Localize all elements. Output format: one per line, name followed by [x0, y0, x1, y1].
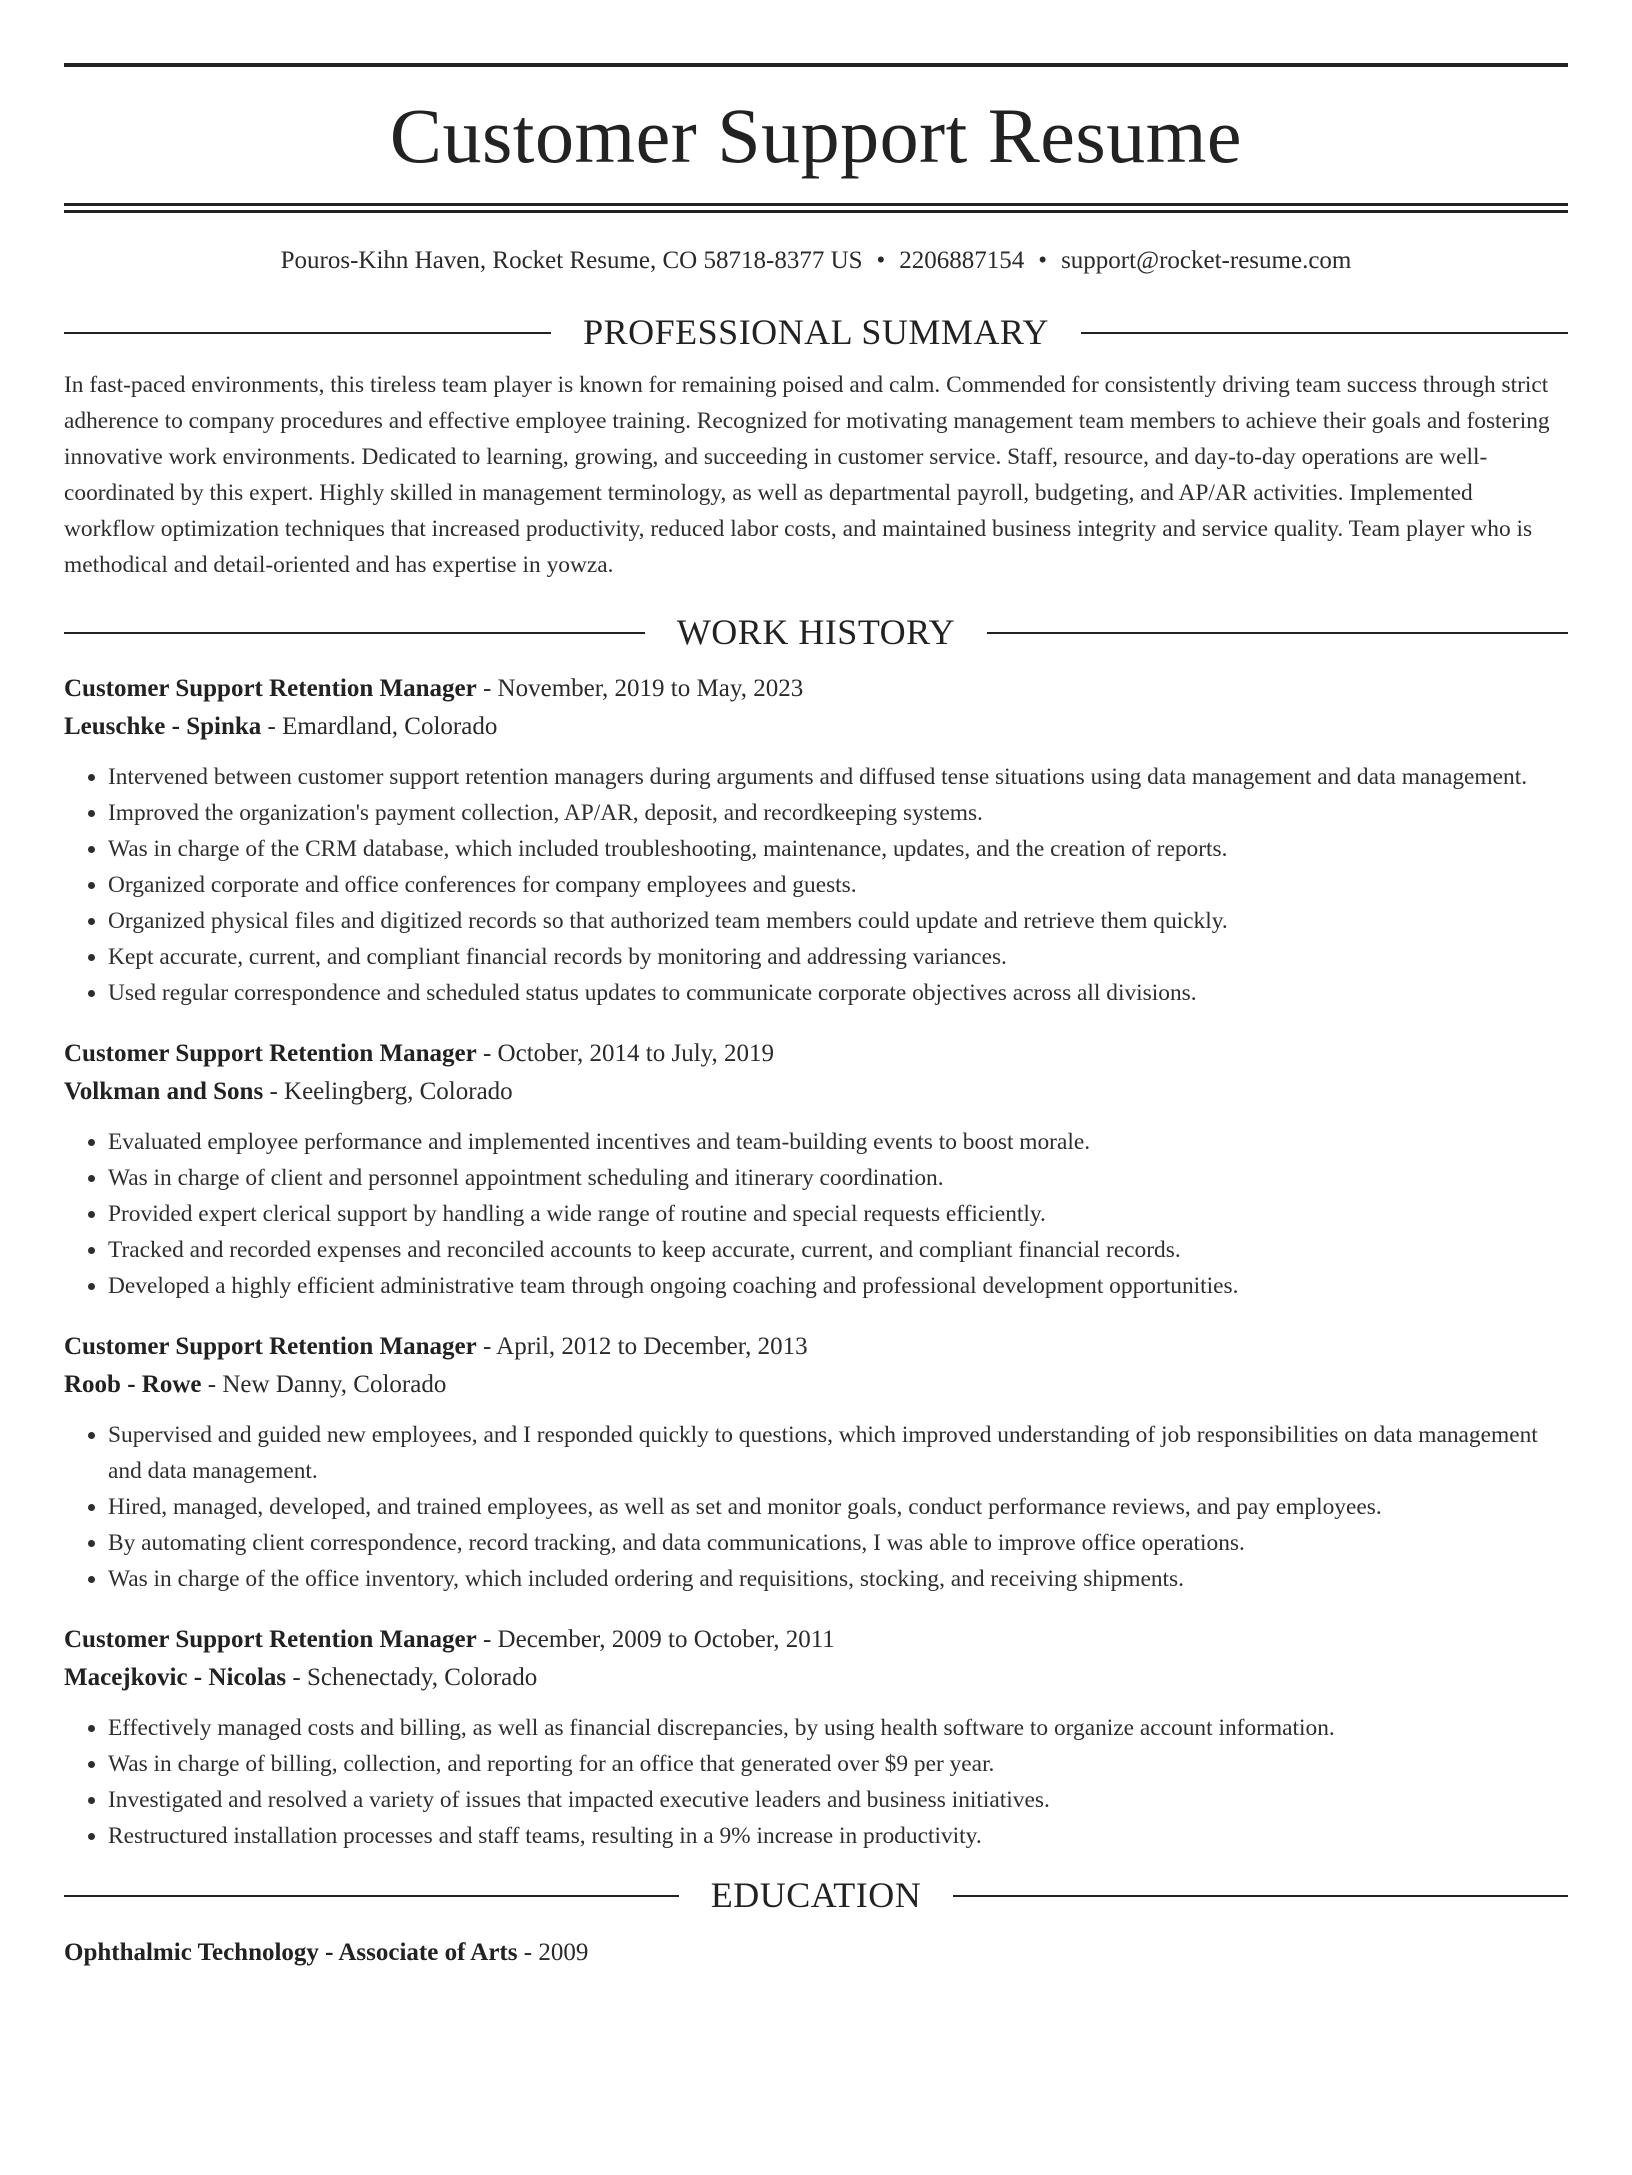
job-location: - Schenectady, Colorado — [286, 1664, 538, 1692]
job-entry — [64, 1035, 1568, 1304]
job-bullets — [64, 1124, 1568, 1304]
job-location: - Emardland, Colorado — [261, 713, 498, 741]
job-title-line — [64, 1328, 1568, 1366]
list-item: • Investigated and resolved a variety of issues that impacted executive leaders and business initiatives. — [108, 1782, 1568, 1818]
job-location: - New Danny, Colorado — [201, 1371, 447, 1399]
contact-line — [64, 245, 1568, 278]
heading-rule-right — [1081, 332, 1568, 334]
job-bullets — [64, 1710, 1568, 1854]
list-item: • Provided expert clerical support by handling a wide range of routine and special requests efficiently. — [108, 1196, 1568, 1232]
heading-rule-left — [64, 1895, 679, 1897]
job-title: Customer Support Retention Manager — [64, 1040, 477, 1068]
list-item: • Was in charge of client and personnel appointment scheduling and itinerary coordination. — [108, 1160, 1568, 1196]
job-title-line — [64, 1035, 1568, 1073]
contact-email: support@rocket-resume.com — [1061, 246, 1352, 274]
job-dates: - October, 2014 to July, 2019 — [476, 1040, 775, 1068]
list-item: • Developed a highly efficient administrative team through ongoing coaching and professional development opportunities. — [108, 1268, 1568, 1304]
section-heading-education — [64, 1874, 1568, 1917]
job-entry — [64, 670, 1568, 1011]
list-item: • Tracked and recorded expenses and reconciled accounts to keep accurate, current, and compliant financial records. — [108, 1232, 1568, 1268]
job-bullets — [64, 1417, 1568, 1597]
job-title: Customer Support Retention Manager — [64, 1333, 477, 1361]
job-company-line — [64, 708, 1568, 746]
section-title: PROFESSIONAL SUMMARY — [583, 312, 1049, 353]
resume-page — [0, 63, 1632, 2175]
list-item: • Evaluated employee performance and implemented incentives and team-building events to boost morale. — [108, 1124, 1568, 1160]
job-company-line — [64, 1073, 1568, 1111]
top-rule — [64, 63, 1568, 67]
list-item: • Organized physical files and digitized records so that authorized team members could update and retrieve them quickly. — [108, 903, 1568, 939]
job-dates: - December, 2009 to October, 2011 — [476, 1626, 835, 1654]
job-title: Customer Support Retention Manager — [64, 675, 477, 703]
job-entry — [64, 1621, 1568, 1854]
job-title-line — [64, 670, 1568, 708]
job-title-line — [64, 1621, 1568, 1659]
section-title: WORK HISTORY — [676, 612, 956, 653]
job-location: - Keelingberg, Colorado — [263, 1078, 513, 1106]
section-title: EDUCATION — [710, 1875, 922, 1916]
job-dates: - November, 2019 to May, 2023 — [476, 675, 804, 703]
section-heading-work-history — [64, 611, 1568, 654]
summary-text: In fast-paced environments, this tireless team player is known for remaining poised and calm. Commended for consistently driving team success through strict adherence to company procedures and effective employee training. Recognized for motivating management team members to achieve their goals and fostering innovative work environments. Dedicated to learning, growing, and succeeding in customer service. Staff, resource, and day-to-day operations are well-coordinated by this expert. Highly skilled in management terminology, as well as departmental payroll, budgeting, and AP/AR activities. Implemented workflow optimization techniques that increased productivity, reduced labor costs, and maintained business integrity and service quality. Team player who is methodical and detail-oriented and has expertise in yowza. — [64, 372, 1550, 579]
job-entry — [64, 1328, 1568, 1597]
list-item: • Hired, managed, developed, and trained employees, as well as set and monitor goals, conduct performance reviews, and pay employees. — [108, 1489, 1568, 1525]
section-heading-summary — [64, 311, 1568, 354]
job-company-line — [64, 1366, 1568, 1404]
job-dates: - April, 2012 to December, 2013 — [476, 1333, 808, 1361]
list-item: • Organized corporate and office conferences for company employees and guests. — [108, 867, 1568, 903]
heading-rule-left — [64, 632, 645, 634]
list-item: • Effectively managed costs and billing, as well as financial discrepancies, by using health software to organize account information. — [108, 1710, 1568, 1746]
heading-rule-left — [64, 332, 551, 334]
job-company: Leuschke - Spinka — [64, 713, 262, 741]
document-title: Customer Support Resume — [389, 92, 1243, 179]
heading-rule-right — [987, 632, 1568, 634]
job-title: Customer Support Retention Manager — [64, 1626, 477, 1654]
list-item: • Was in charge of the CRM database, which included troubleshooting, maintenance, updates, and the creation of reports. — [108, 831, 1568, 867]
contact-phone: 2206887154 — [899, 246, 1025, 274]
list-item: • Used regular correspondence and scheduled status updates to communicate corporate objectives across all divisions. — [108, 975, 1568, 1011]
contact-address: Pouros-Kihn Haven, Rocket Resume, CO 58718-8377 US — [280, 246, 863, 274]
job-company-line — [64, 1659, 1568, 1697]
contact-separator: • — [876, 246, 886, 274]
education-year: - 2009 — [517, 1938, 589, 1966]
education-degree: Ophthalmic Technology - Associate of Arts — [64, 1938, 518, 1966]
job-company: Roob - Rowe — [64, 1371, 202, 1399]
heading-rule-right — [953, 1895, 1568, 1897]
job-bullets — [64, 759, 1568, 1011]
list-item: • Intervened between customer support retention managers during arguments and diffused tense situations using data management and data management. — [108, 759, 1568, 795]
list-item: • Restructured installation processes and staff teams, resulting in a 9% increase in productivity. — [108, 1818, 1568, 1854]
list-item: • Kept accurate, current, and compliant financial records by monitoring and addressing variances. — [108, 939, 1568, 975]
contact-separator: • — [1038, 246, 1048, 274]
job-company: Macejkovic - Nicolas — [64, 1664, 287, 1692]
list-item: • Supervised and guided new employees, and I responded quickly to questions, which improved understanding of job responsibilities on data management and data management. — [108, 1417, 1568, 1489]
education-entry — [64, 1934, 1568, 1972]
title-double-rule — [64, 203, 1568, 213]
list-item: • By automating client correspondence, record tracking, and data communications, I was able to improve office operations. — [108, 1525, 1568, 1561]
list-item: • Was in charge of the office inventory, which included ordering and requisitions, stocking, and receiving shipments. — [108, 1561, 1568, 1597]
list-item: • Was in charge of billing, collection, and reporting for an office that generated over $9 per year. — [108, 1746, 1568, 1782]
job-company: Volkman and Sons — [64, 1078, 264, 1106]
list-item: • Improved the organization's payment collection, AP/AR, deposit, and recordkeeping systems. — [108, 795, 1568, 831]
